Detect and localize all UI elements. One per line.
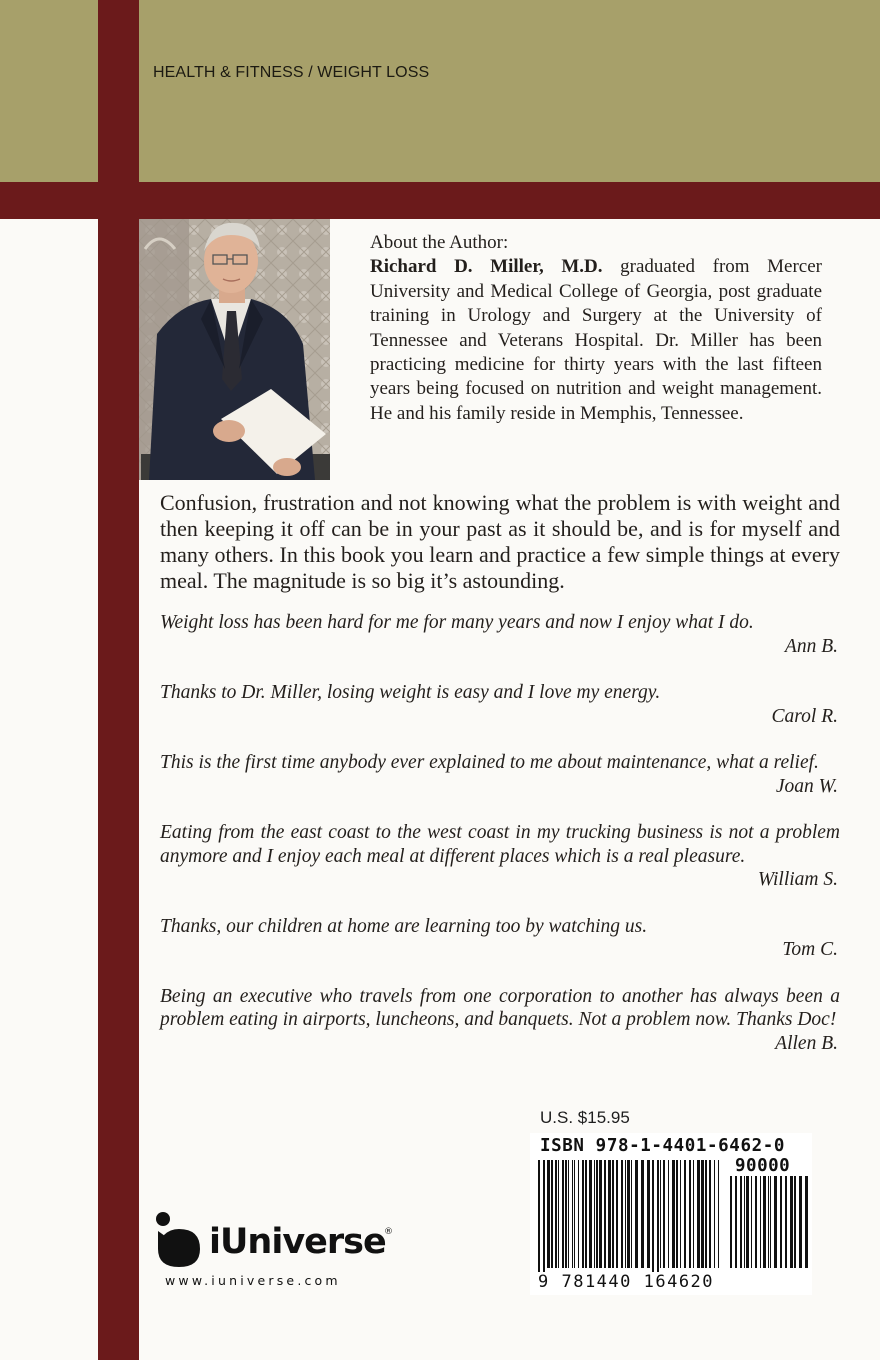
barcode-bar xyxy=(684,1160,686,1268)
barcode-bar xyxy=(751,1176,752,1268)
barcode-bar xyxy=(565,1160,567,1268)
barcode-bar xyxy=(676,1160,678,1268)
barcode-bar xyxy=(668,1160,669,1268)
testimonial-author: Joan W. xyxy=(775,775,838,797)
barcode-bar xyxy=(701,1160,704,1268)
testimonial xyxy=(160,985,840,1056)
testimonial-quote: Weight loss has been hard for me for many years and now I enjoy what I do. xyxy=(160,612,754,633)
testimonial-quote: Eating from the east coast to the west coast in my trucking business is not a problem anymore and I enjoy each meal at different places which is a real pleasure. xyxy=(160,822,840,867)
barcode-bar xyxy=(689,1160,691,1268)
barcode-bar xyxy=(547,1160,550,1268)
barcode-bar xyxy=(805,1176,808,1268)
barcode-bar xyxy=(693,1160,694,1268)
author-name: Richard D. Miller, M.D. xyxy=(370,256,603,278)
iuniverse-logo-icon xyxy=(152,1211,206,1271)
barcode-bar xyxy=(697,1160,700,1268)
barcode-bar xyxy=(558,1160,559,1268)
barcode-bar xyxy=(599,1160,602,1268)
barcode-bar xyxy=(585,1160,587,1268)
barcode-bar xyxy=(574,1160,575,1268)
vertical-stripe xyxy=(98,0,139,1360)
barcode-bar xyxy=(627,1160,630,1268)
author-photo xyxy=(139,219,330,480)
barcode-bar xyxy=(660,1160,661,1268)
isbn-barcode xyxy=(538,1160,720,1280)
barcode-bar xyxy=(744,1176,745,1268)
barcode-bar xyxy=(555,1160,557,1268)
barcode-bar xyxy=(730,1176,732,1268)
author-portrait-illustration xyxy=(139,219,330,480)
barcode-bar xyxy=(551,1160,553,1268)
barcode-bar xyxy=(635,1160,638,1268)
testimonial-author: William S. xyxy=(757,869,838,890)
testimonial-quote: This is the first time anybody ever explained to me about maintenance, what a relief. xyxy=(160,752,819,773)
barcode-bar xyxy=(568,1160,569,1268)
author-bio-text: graduated from Mercer University and Medical College of Georgia, post graduate training in Urology and Surgery at the University of Tennessee and Veterans Hospital. Dr. Miller has been practicing medicine for thirty years with the last fifteen years being focused on nutrition and weight management. He and his family reside in Memphis, Tennessee. xyxy=(370,256,822,424)
barcode-bar xyxy=(740,1176,742,1268)
price-barcode xyxy=(730,1176,808,1280)
testimonial-quote: Thanks, our children at home are learning too by watching us. xyxy=(160,915,648,937)
barcode-bar xyxy=(790,1176,793,1268)
barcode-digits: 9 781440 164620 xyxy=(538,1272,715,1292)
barcode-bar xyxy=(589,1160,592,1268)
testimonials xyxy=(160,611,840,1078)
testimonial-quote: Thanks to Dr. Miller, losing weight is easy and I love my energy. xyxy=(160,682,661,703)
barcode-bar xyxy=(652,1160,654,1280)
barcode-bar xyxy=(538,1160,540,1280)
testimonial xyxy=(160,681,840,728)
barcode-bar xyxy=(543,1160,545,1280)
testimonial-quote: Being an executive who travels from one corporation to another has always been a problem eating in airports, luncheons, and banquets. Not a problem now. Thanks Doc! xyxy=(160,985,840,1030)
registered-mark: ® xyxy=(384,1227,393,1237)
barcode-bar xyxy=(562,1160,564,1268)
barcode-bar xyxy=(780,1176,782,1268)
publisher-logo-text: iUniverse xyxy=(209,1222,386,1262)
barcode-bar xyxy=(794,1176,796,1268)
barcode-bar xyxy=(770,1176,771,1268)
barcode-bar xyxy=(582,1160,584,1268)
barcode-bar xyxy=(631,1160,632,1268)
barcode-bar xyxy=(616,1160,618,1268)
barcode-bar xyxy=(709,1160,711,1268)
barcode-bar xyxy=(572,1160,573,1268)
barcode-bar xyxy=(760,1176,761,1268)
category-label: HEALTH & FITNESS / WEIGHT LOSS xyxy=(153,64,430,81)
isbn-number: ISBN 978-1-4401-6462-0 xyxy=(540,1136,785,1156)
testimonial xyxy=(160,611,840,658)
barcode-bar xyxy=(612,1160,614,1268)
testimonial xyxy=(160,915,840,962)
testimonial-author: Tom C. xyxy=(782,939,838,960)
barcode-bar xyxy=(785,1176,787,1268)
barcode-bar xyxy=(641,1160,644,1268)
barcode-bar xyxy=(705,1160,707,1268)
testimonial-author: Allen B. xyxy=(775,1032,838,1054)
barcode-bar xyxy=(799,1176,802,1268)
barcode-bar xyxy=(604,1160,606,1268)
barcode-bar xyxy=(663,1160,665,1268)
testimonial xyxy=(160,751,840,798)
barcode-bar xyxy=(625,1160,626,1268)
publisher-website: www.iuniverse.com xyxy=(165,1273,341,1288)
book-description: Confusion, frustration and not knowing what the problem is with weight and then keeping it off can be in your past as it should be, and is for myself and many others. In this book you learn and practice a few simple things at every meal. The magnitude is so big it’s astounding. xyxy=(160,490,840,593)
barcode-bar xyxy=(608,1160,611,1268)
about-author xyxy=(370,231,822,426)
barcode-bar xyxy=(746,1176,749,1268)
barcode-bar xyxy=(714,1160,715,1268)
barcode-bar xyxy=(657,1160,659,1280)
barcode-bar xyxy=(672,1160,675,1268)
barcode-bar xyxy=(647,1160,650,1268)
barcode-bar xyxy=(755,1176,757,1268)
barcode-bar xyxy=(774,1176,777,1268)
barcode-bar xyxy=(596,1160,598,1268)
barcode-bar xyxy=(594,1160,595,1268)
barcode-bar xyxy=(578,1160,579,1268)
barcode-bar xyxy=(768,1176,769,1268)
price-label: U.S. $15.95 xyxy=(540,1108,630,1127)
barcode-bar xyxy=(735,1176,737,1268)
about-author-heading: About the Author: xyxy=(370,232,509,253)
testimonial-author: Carol R. xyxy=(771,705,838,727)
barcode-bar xyxy=(718,1160,719,1268)
barcode-price-code: 90000 xyxy=(735,1156,791,1176)
barcode-bar xyxy=(763,1176,766,1268)
barcode-bar xyxy=(621,1160,623,1268)
testimonial xyxy=(160,821,840,892)
barcode-bar xyxy=(680,1160,681,1268)
testimonial-author: Ann B. xyxy=(784,635,838,657)
